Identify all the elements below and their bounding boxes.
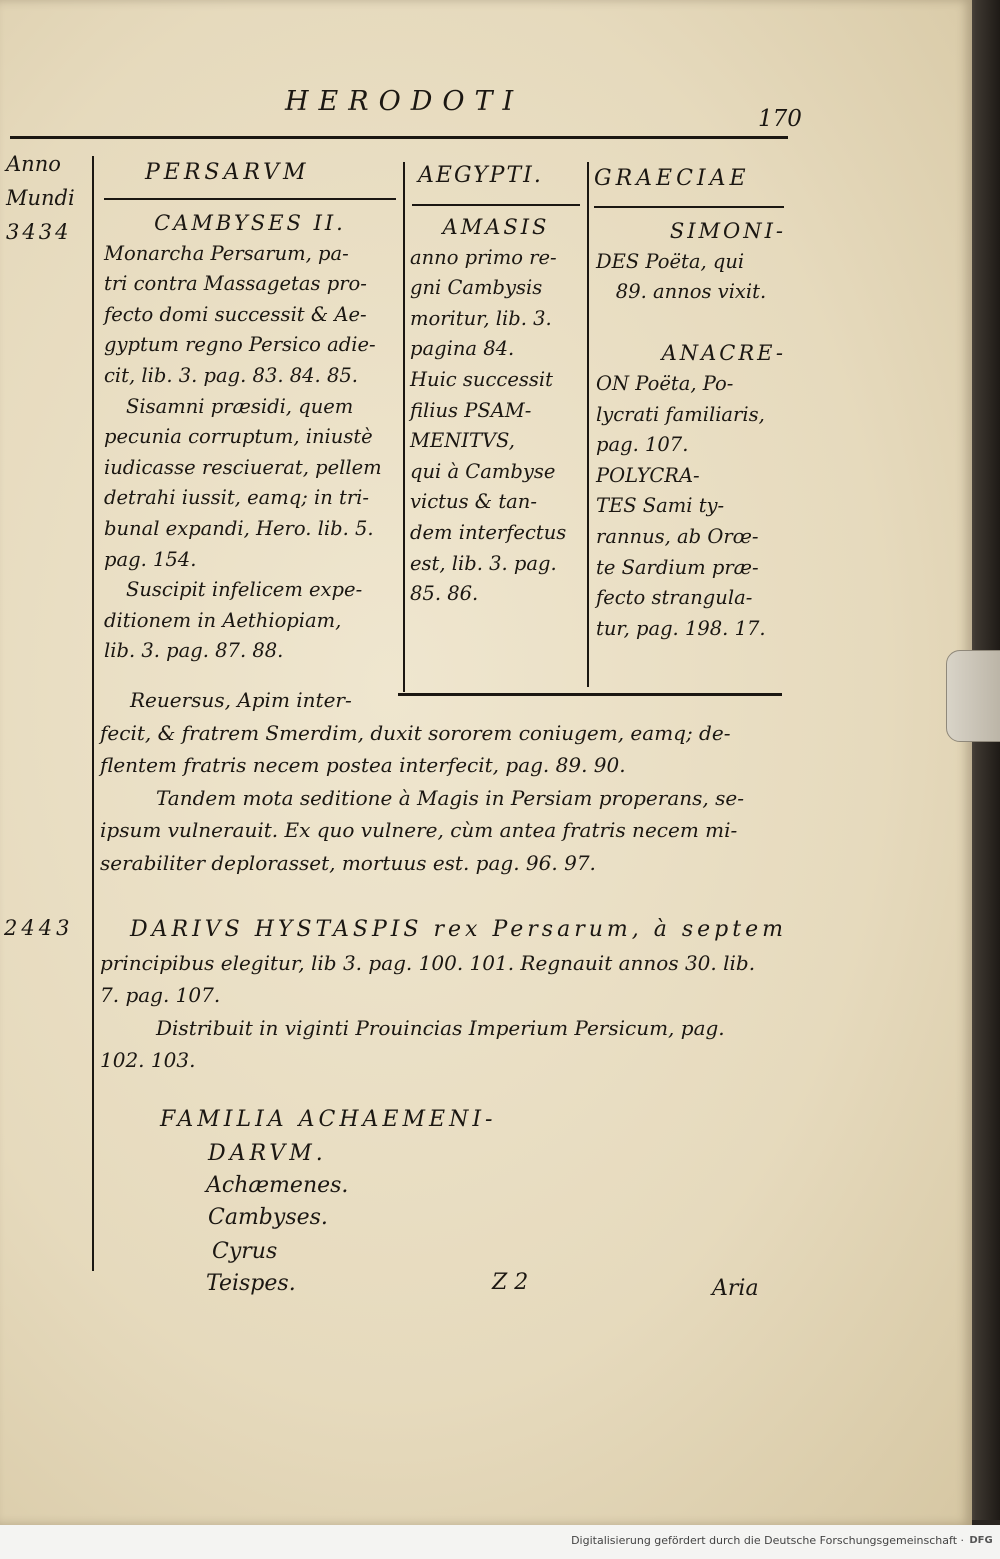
persarum-line: Sisamni præsidi, quem: [126, 394, 354, 418]
graeciae-line: te Sardium præ-: [596, 555, 759, 579]
heading-aegypti: AEGYPTI.: [418, 163, 543, 188]
body-line: flentem fratris necem postea interfecit, pag. 89. 90.: [100, 753, 626, 777]
footer-credit: Digitalisierung gefördert durch die Deutsche Forschungsgemeinschaft ·: [571, 1534, 964, 1547]
footer-bar: [0, 1525, 1000, 1559]
margin-year-1: 3434: [6, 220, 72, 244]
column-separator-2: [587, 162, 589, 687]
graeciae-line: TES Sami ty-: [596, 494, 725, 518]
graeciae-line: tur, pag. 198. 17.: [596, 616, 766, 640]
persarum-line: bunal expandi, Hero. lib. 5.: [104, 516, 374, 540]
family-member: Cyrus: [212, 1239, 278, 1264]
body-line: principibus elegitur, lib 3. pag. 100. 101. Regnauit annos 30. lib.: [100, 950, 756, 975]
persarum-line: pecunia corruptum, iniustè: [104, 425, 373, 449]
column-separator-1: [403, 162, 405, 692]
body-line: Tandem mota seditione à Magis in Persiam properans, se-: [156, 785, 744, 810]
aegypti-line: Huic successit: [410, 367, 553, 391]
graeciae-line: POLYCRA-: [596, 463, 700, 487]
page-clip: [946, 650, 1000, 742]
graeciae-line: SIMONI-: [669, 219, 786, 243]
graeciae-line: ANACRE-: [661, 341, 786, 366]
page-number: 170: [758, 106, 802, 132]
graeciae-line: fecto strangula-: [596, 586, 753, 610]
persarum-line: lib. 3. pag. 87. 88.: [104, 639, 284, 663]
underline-aegypti: [412, 204, 580, 206]
aegypti-line: pagina 84.: [410, 337, 515, 361]
family-member: Achæmenes.: [206, 1173, 349, 1198]
heading-graeciae: GRAECIAE: [594, 166, 750, 191]
family-title-2: DARVM.: [208, 1141, 327, 1166]
body-line: fecit, & fratrem Smerdim, duxit sororem coniugem, eamq; de-: [100, 720, 731, 745]
margin-separator: [92, 156, 94, 1271]
persarum-line: tri contra Massagetas pro-: [104, 272, 367, 296]
graeciae-line: rannus, ab Orœ-: [596, 524, 759, 548]
aegypti-line: victus & tan-: [410, 490, 537, 514]
margin-mundi: Mundi: [6, 186, 75, 210]
underline-persarum: [104, 198, 396, 200]
persarum-line: cit, lib. 3. pag. 83. 84. 85.: [104, 363, 358, 387]
graeciae-line: ON Poëta, Po-: [596, 371, 734, 395]
king-amasis: AMASIS: [442, 215, 550, 239]
body-line: Reuersus, Apim inter-: [130, 688, 352, 712]
body-line: 7. pag. 107.: [100, 983, 221, 1007]
header-rule: [10, 136, 788, 139]
persarum-line: iudicasse resciuerat, pellem: [104, 455, 382, 479]
king-cambyses: CAMBYSES II.: [154, 211, 346, 235]
running-title: HERODOTI: [285, 86, 524, 117]
graeciae-line: pag. 107.: [596, 433, 689, 457]
aegypti-line: gni Cambysis: [410, 276, 543, 300]
persarum-line: fecto domi successit & Ae-: [104, 302, 367, 326]
body-line: ipsum vulnerauit. Ex quo vulnere, cùm antea fratris necem mi-: [100, 818, 738, 842]
signature-mark: Z 2: [492, 1270, 529, 1295]
family-title-1: FAMILIA ACHAEMENI-: [160, 1107, 497, 1132]
graeciae-line: 89. annos vixit.: [615, 280, 767, 304]
body-line: DARIVS HYSTASPIS rex Persarum, à septem: [130, 917, 787, 942]
persarum-line: gyptum regno Persico adie-: [104, 333, 376, 357]
catchword: Aria: [712, 1276, 759, 1301]
underline-graeciae: [594, 206, 784, 208]
persarum-line: Suscipit infelicem expe-: [126, 578, 363, 602]
aegypti-line: qui à Cambyse: [410, 459, 556, 483]
aegypti-line: est, lib. 3. pag.: [410, 551, 557, 575]
cambyses-continued: [100, 684, 788, 879]
family-member: Teispes.: [206, 1271, 296, 1296]
persarum-line: detrahi iussit, eamq; in tri-: [104, 486, 369, 510]
graeciae-line: DES Poëta, qui: [596, 249, 745, 273]
dfg-logo-icon: DFG: [969, 1535, 993, 1546]
persarum-line: ditionem in Aethiopiam,: [104, 608, 342, 632]
aegypti-line: moritur, lib. 3.: [410, 306, 552, 330]
aegypti-line: MENITVS,: [410, 429, 515, 453]
graeciae-line: [596, 308, 786, 339]
body-line: Distribuit in viginti Prouincias Imperium Persicum, pag.: [156, 1015, 725, 1040]
aegypti-line: dem interfectus: [410, 520, 567, 544]
aegypti-line: filius PSAM-: [410, 398, 532, 422]
persarum-line: pag. 154.: [104, 547, 197, 571]
margin-anno: Anno: [6, 152, 61, 176]
persarum-line: Monarcha Persarum, pa-: [104, 241, 349, 265]
family-member: Cambyses.: [208, 1205, 328, 1230]
graeciae-line: lycrati familiaris,: [596, 402, 765, 426]
heading-persarum: PERSARVM: [145, 160, 310, 185]
body-line: serabiliter deplorasset, mortuus est. pag. 96. 97.: [100, 850, 596, 875]
column-aegypti: [410, 212, 582, 610]
aegypti-line: 85. 86.: [410, 582, 479, 606]
body-line: 102. 103.: [100, 1048, 196, 1072]
margin-year-2: 2443: [4, 916, 74, 940]
aegypti-line: anno primo re-: [410, 245, 557, 269]
darius-entry: [100, 914, 788, 1077]
column-persarum: [104, 208, 396, 667]
column-graeciae: [596, 216, 786, 644]
